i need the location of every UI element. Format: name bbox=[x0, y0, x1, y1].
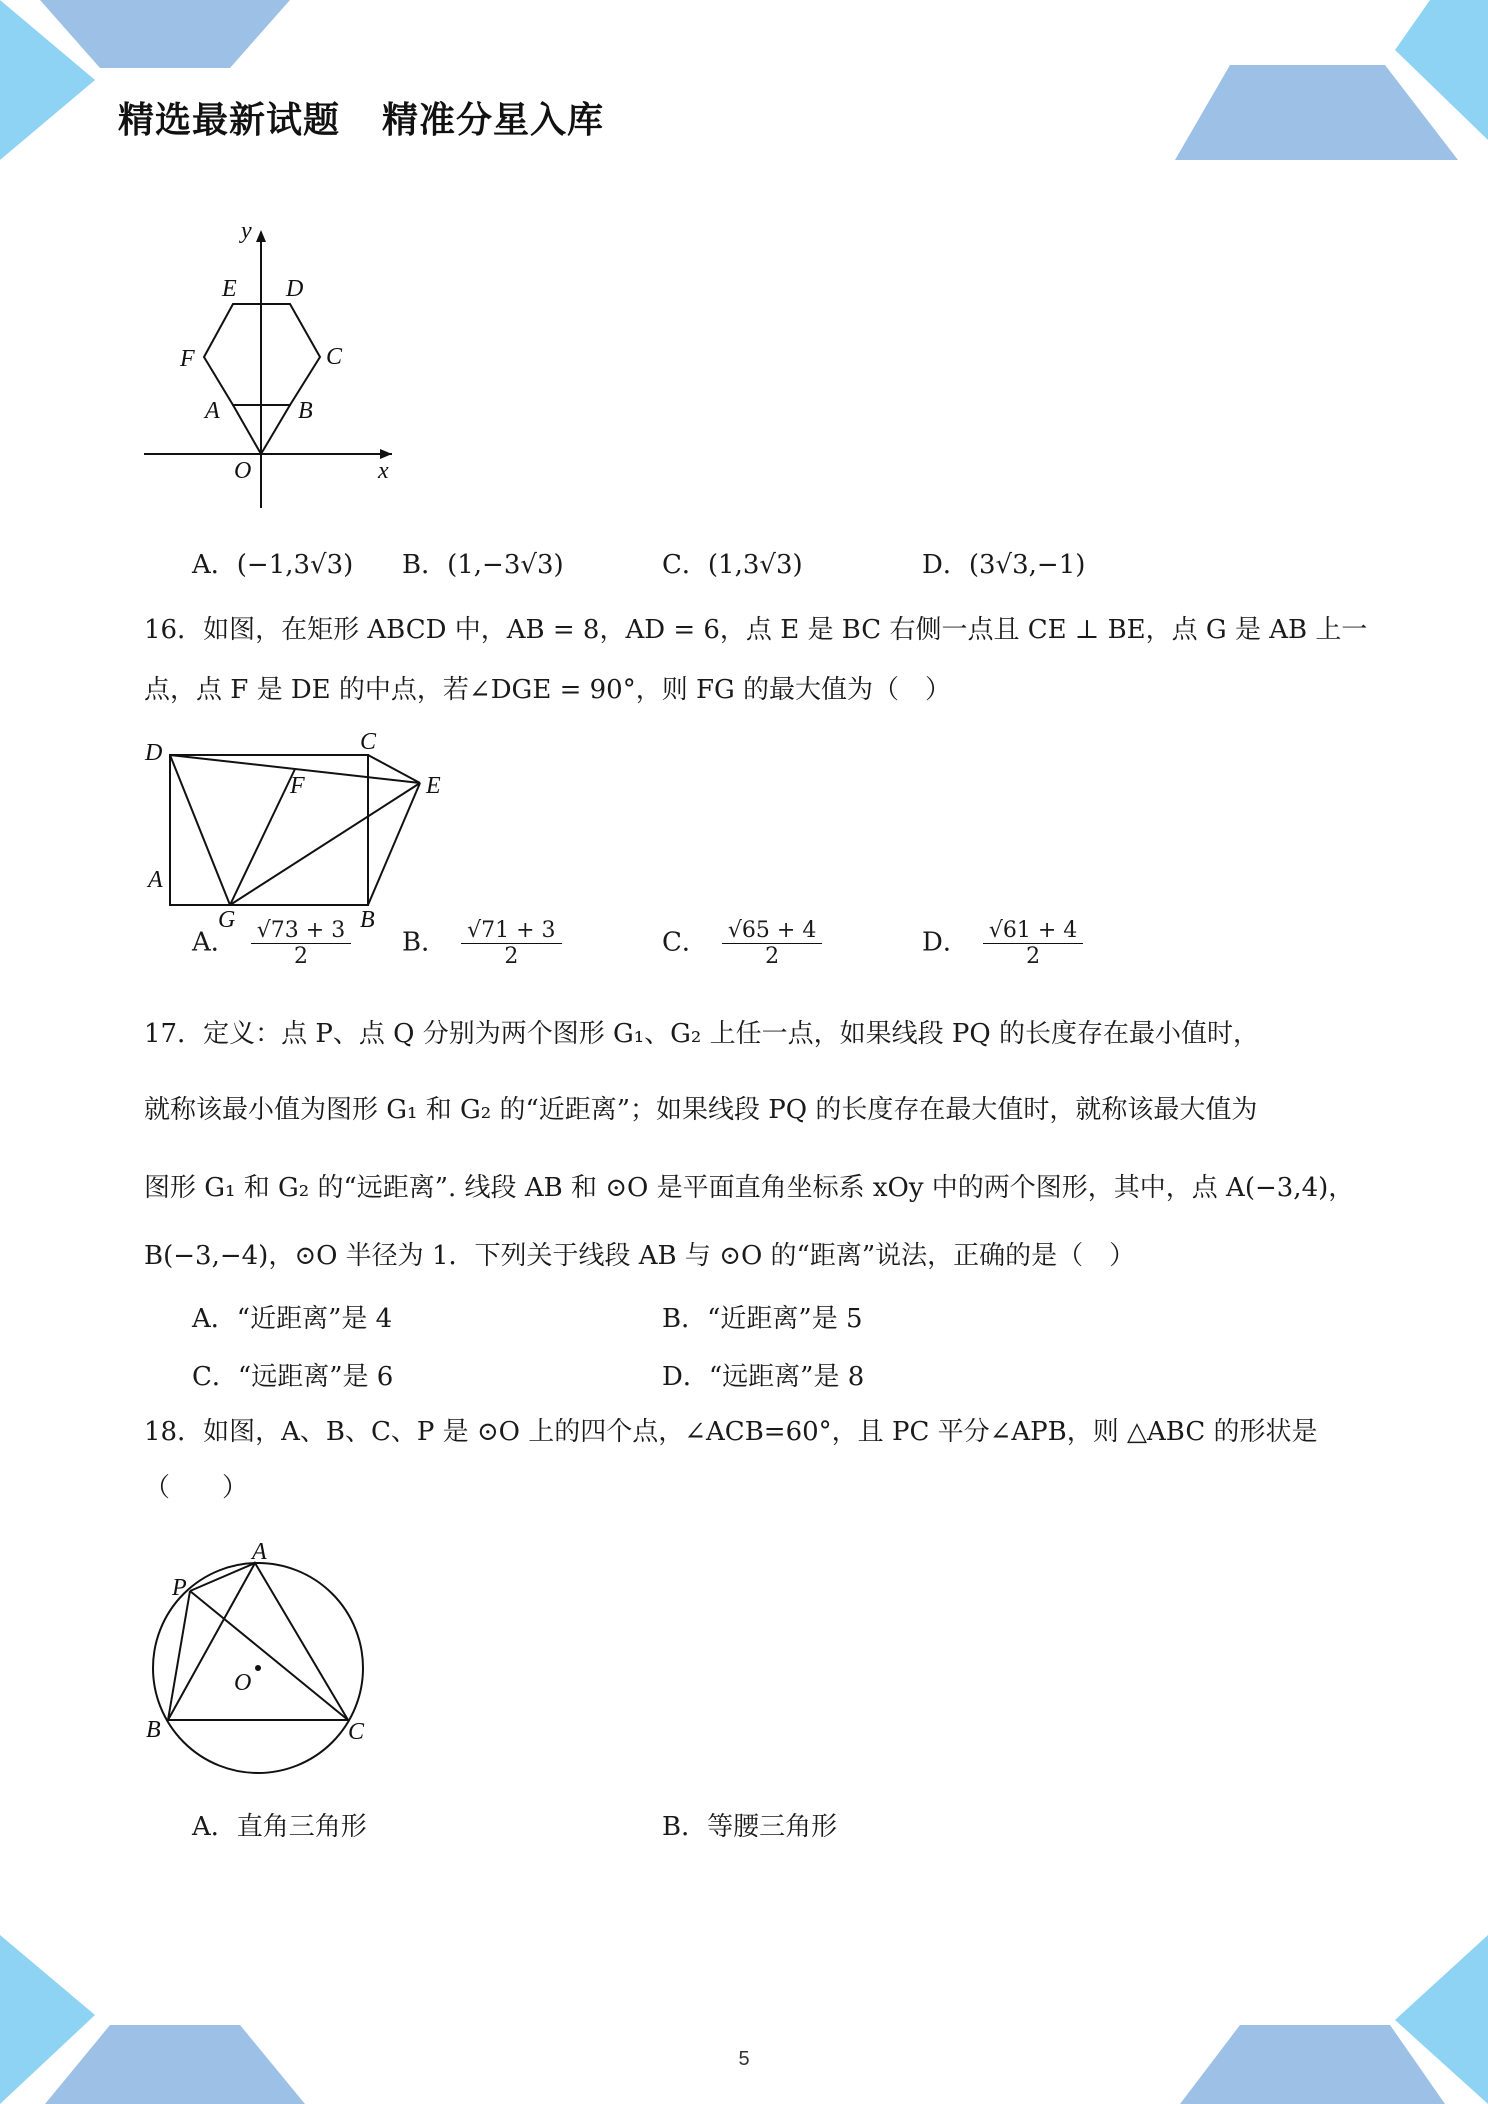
q18-line-1: 18．如图，A、B、C、P 是 ⊙O 上的四个点，∠ACB=60°，且 PC 平分∠APB，则 △ABC 的形状是 bbox=[144, 1417, 1318, 1447]
label-B: B bbox=[298, 398, 313, 424]
option-label: C． bbox=[192, 1362, 238, 1392]
q15-option-a bbox=[192, 544, 353, 581]
label-G: G bbox=[218, 907, 236, 933]
q17-option-d bbox=[662, 1356, 864, 1393]
label-A: A bbox=[205, 398, 220, 424]
q17-option-a bbox=[192, 1298, 392, 1335]
segment-BE bbox=[368, 783, 420, 905]
q18-line-2: （ ） bbox=[144, 1473, 249, 1503]
option-label: B． bbox=[402, 550, 448, 580]
option-text: (−1,3√3) bbox=[236, 550, 354, 580]
label-A: A bbox=[148, 867, 163, 893]
q15-option-d bbox=[922, 544, 1085, 581]
fraction-numerator: √61 + 4 bbox=[983, 918, 1083, 944]
label-x: x bbox=[378, 458, 389, 484]
fraction-denominator: 2 bbox=[504, 944, 519, 969]
option-label: B． bbox=[662, 1812, 708, 1842]
option-text: “远距离”是 8 bbox=[708, 1362, 865, 1392]
q16-option-b bbox=[402, 918, 562, 969]
q16-option-d bbox=[922, 918, 1083, 969]
y-axis-arrow bbox=[256, 230, 266, 242]
deco-top-right-trapezoid bbox=[1175, 65, 1458, 160]
fraction-numerator: √71 + 3 bbox=[461, 918, 561, 944]
label-D: D bbox=[145, 740, 163, 766]
option-label: C． bbox=[662, 550, 708, 580]
option-text: 直角三角形 bbox=[236, 1812, 367, 1842]
fraction-numerator: √65 + 4 bbox=[722, 918, 822, 944]
triangle-ABC bbox=[168, 1563, 348, 1720]
option-label: D． bbox=[922, 927, 969, 958]
segment-PA bbox=[190, 1563, 255, 1591]
label-C: C bbox=[326, 344, 343, 370]
option-label: B． bbox=[402, 927, 448, 958]
label-y: y bbox=[241, 218, 252, 244]
q17-line-2: 就称该最小值为图形 G₁ 和 G₂ 的“近距离”；如果线段 PQ 的长度存在最大值时，就称该最大值为 bbox=[144, 1095, 1258, 1125]
label-F: F bbox=[290, 773, 305, 799]
option-text: “远距离”是 6 bbox=[237, 1362, 394, 1392]
header-title-part1: 精选最新试题 bbox=[118, 100, 341, 141]
option-fraction bbox=[461, 918, 561, 969]
fraction-denominator: 2 bbox=[1026, 944, 1041, 969]
option-label: A． bbox=[192, 550, 237, 580]
option-text: (3√3,−1) bbox=[968, 550, 1086, 580]
label-A: A bbox=[252, 1539, 267, 1565]
label-P: P bbox=[172, 1575, 187, 1601]
label-E: E bbox=[222, 276, 237, 302]
q17-line-4: B(−3,−4)，⊙O 半径为 1．下列关于线段 AB 与 ⊙O 的“距离”说法，正确的是（ ） bbox=[144, 1241, 1136, 1271]
label-D: D bbox=[286, 276, 304, 302]
q18-option-a bbox=[192, 1806, 367, 1843]
option-label: B． bbox=[662, 1304, 708, 1334]
fraction-denominator: 2 bbox=[294, 944, 308, 969]
option-text: “近距离”是 4 bbox=[236, 1304, 393, 1334]
q17-option-c bbox=[192, 1356, 393, 1393]
label-C: C bbox=[360, 729, 377, 755]
q16-line-2: 点，点 F 是 DE 的中点，若∠DGE = 90°，则 FG 的最大值为（ ） bbox=[144, 675, 952, 705]
page-header-title bbox=[118, 92, 646, 143]
option-text: (1,−3√3) bbox=[447, 550, 564, 580]
fraction-numerator: √73 + 3 bbox=[251, 918, 351, 944]
fraction-denominator: 2 bbox=[765, 944, 780, 969]
segment-PC bbox=[190, 1591, 348, 1720]
option-fraction bbox=[722, 918, 822, 969]
option-label: A． bbox=[192, 1812, 237, 1842]
option-text: “近距离”是 5 bbox=[707, 1304, 863, 1334]
q15-option-c bbox=[662, 544, 803, 581]
q16-option-c bbox=[662, 918, 822, 969]
segment-DG bbox=[170, 755, 230, 905]
deco-top-left-trapezoid bbox=[40, 0, 290, 68]
label-B: B bbox=[360, 907, 375, 933]
option-label: D． bbox=[922, 550, 969, 580]
option-fraction bbox=[983, 918, 1083, 969]
q17-option-b bbox=[662, 1298, 863, 1335]
option-text: (1,3√3) bbox=[707, 550, 803, 580]
q17-line-3: 图形 G₁ 和 G₂ 的“远距离”. 线段 AB 和 ⊙O 是平面直角坐标系 xOy 中的两个图形，其中，点 A(−3,4)， bbox=[144, 1173, 1355, 1203]
option-label: D． bbox=[662, 1362, 709, 1392]
label-C: C bbox=[348, 1719, 365, 1745]
page-number: 5 bbox=[738, 2048, 750, 2070]
option-label: A． bbox=[192, 1304, 237, 1334]
option-text: 等腰三角形 bbox=[707, 1812, 838, 1842]
label-F: F bbox=[180, 346, 195, 372]
option-label: A． bbox=[192, 927, 237, 958]
label-O: O bbox=[234, 1670, 252, 1696]
q15-hexagon-figure bbox=[140, 220, 410, 520]
option-fraction bbox=[251, 918, 351, 969]
label-O: O bbox=[234, 458, 252, 484]
q18-circle-figure bbox=[140, 1535, 385, 1755]
segment-OB bbox=[261, 405, 290, 454]
q18-option-b bbox=[662, 1806, 837, 1843]
label-B: B bbox=[146, 1717, 161, 1743]
label-E: E bbox=[426, 773, 441, 799]
q16-line-1: 16．如图，在矩形 ABCD 中，AB = 8，AD = 6，点 E 是 BC 右侧一点且 CE ⊥ BE，点 G 是 AB 上一 bbox=[144, 615, 1368, 645]
q16-option-a bbox=[192, 918, 351, 969]
q17-line-1: 17．定义：点 P、点 Q 分别为两个图形 G₁、G₂ 上任一点，如果线段 PQ 的长度存在最小值时， bbox=[144, 1019, 1259, 1049]
header-title-part2: 精准分星入库 bbox=[382, 100, 605, 141]
q15-option-b bbox=[402, 544, 564, 581]
segment-OA bbox=[233, 405, 261, 454]
center-point-O bbox=[255, 1665, 261, 1671]
option-label: C． bbox=[662, 927, 708, 958]
